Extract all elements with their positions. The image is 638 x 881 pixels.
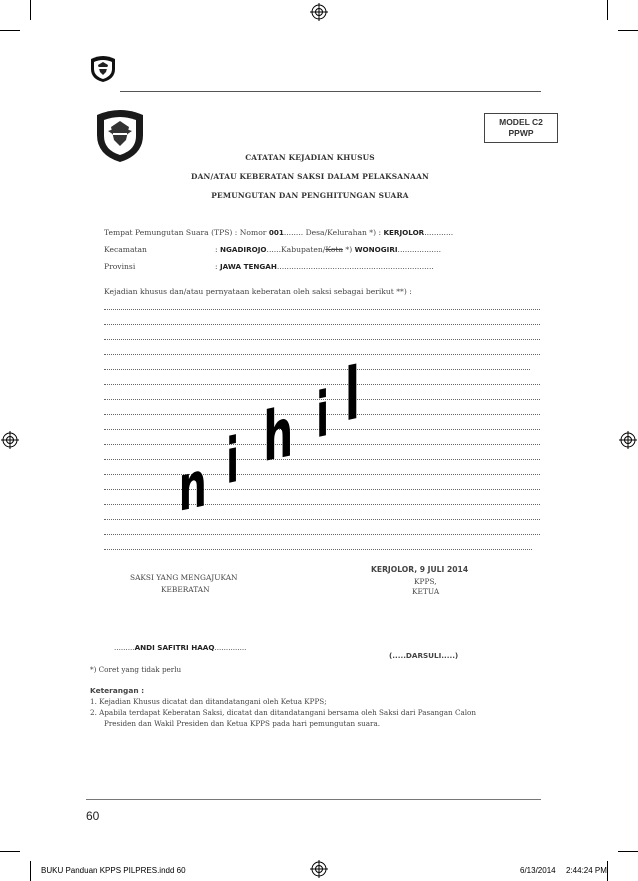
kpu-emblem-icon xyxy=(94,105,146,163)
signature-left-title: SAKSI YANG MENGAJUKAN xyxy=(130,573,238,582)
handwritten-letter: l xyxy=(344,350,360,438)
form-title-line2: DAN/ATAU KEBERATAN SAKSI DALAM PELAKSANAAN xyxy=(190,172,430,181)
kpps-label: KPPS, xyxy=(414,577,437,586)
tps-label: Tempat Pemungutan Suara (TPS) : Nomor xyxy=(104,228,269,237)
handwritten-letter: i xyxy=(316,376,330,453)
writing-line xyxy=(104,519,540,521)
kpu-emblem-icon xyxy=(89,53,117,83)
page-number: 60 xyxy=(86,809,100,823)
provinsi-field xyxy=(215,262,434,271)
kecamatan-label: Kecamatan xyxy=(104,245,147,254)
crop-mark xyxy=(0,30,20,31)
handwritten-letter: h xyxy=(263,392,294,479)
writing-line xyxy=(104,354,540,356)
statement-label: Kejadian khusus dan/atau pernyataan keberatan oleh saksi sebagai berikut **) : xyxy=(104,287,412,296)
print-file-name: BUKU Panduan KPPS PILPRES.indd 60 xyxy=(41,866,186,875)
kabupaten-dots: .................. xyxy=(397,245,441,254)
place-date: KERJOLOR, 9 JULI 2014 xyxy=(371,565,469,574)
writing-line xyxy=(104,369,530,371)
crop-mark xyxy=(30,0,31,20)
name-dots: .............. xyxy=(214,643,247,652)
footer-rule xyxy=(86,799,541,800)
registration-mark-icon xyxy=(310,860,328,878)
strike-note: *) Coret yang tidak perlu xyxy=(90,665,182,674)
crop-mark xyxy=(618,851,638,852)
writing-line xyxy=(104,339,540,341)
crop-mark xyxy=(0,851,20,852)
form-title: CATATAN KEJADIAN KHUSUS xyxy=(245,153,375,162)
provinsi-label: Provinsi xyxy=(104,262,136,271)
signature-left-subtitle: KEBERATAN xyxy=(161,585,210,594)
note-item-continued: Presiden dan Wakil Presiden dan Ketua KPPS pada hari pemungutan suara. xyxy=(104,719,381,728)
writing-line xyxy=(104,324,540,326)
print-time: 2:44:24 PM xyxy=(566,866,607,875)
provinsi-value: JAWA TENGAH xyxy=(219,262,277,271)
kabupaten-suffix: *) xyxy=(342,245,355,254)
tps-dots: ........ Desa/Kelurahan *) : xyxy=(283,228,384,237)
provinsi-dots: ................................................................. xyxy=(276,262,434,271)
writing-line xyxy=(104,549,532,551)
writing-line xyxy=(104,309,540,311)
header-rule xyxy=(120,91,541,92)
writing-line xyxy=(104,534,540,536)
registration-mark-icon xyxy=(619,431,637,449)
handwritten-letter: i xyxy=(226,422,240,499)
kabupaten-value: WONOGIRI xyxy=(354,245,398,254)
kecamatan-field xyxy=(215,245,441,254)
desa-value: KERJOLOR xyxy=(383,228,425,237)
writing-line xyxy=(104,489,540,491)
form-title-line3: PEMUNGUTAN DAN PENGHITUNGAN SUARA xyxy=(211,191,409,200)
tps-field xyxy=(104,228,453,237)
note-item: 1. Kejadian Khusus dicatat dan ditandatangani oleh Ketua KPPS; xyxy=(90,697,327,706)
ketua-label: KETUA xyxy=(412,587,440,596)
model-subcode: PPWP xyxy=(508,128,534,138)
crop-mark xyxy=(607,861,608,881)
kecamatan-value: NGADIROJO xyxy=(219,245,267,254)
kabupaten-label: ......Kabupaten/ xyxy=(266,245,326,254)
crop-mark xyxy=(607,0,608,20)
writing-line xyxy=(104,459,540,461)
keterangan-heading: Keterangan : xyxy=(90,686,145,695)
witness-name xyxy=(114,643,246,652)
desa-dots: ............ xyxy=(424,228,454,237)
model-code-box xyxy=(484,113,558,143)
kota-struck: Kota xyxy=(325,245,343,254)
witness-name-value: ANDI SAFITRI HAAQ xyxy=(134,643,215,652)
ketua-name: (.....DARSULI.....) xyxy=(389,651,459,660)
handwritten-letter: n xyxy=(178,446,207,528)
writing-line xyxy=(104,474,540,476)
name-dots: ......... xyxy=(114,643,135,652)
colon: : xyxy=(215,262,220,271)
colon: : xyxy=(215,245,220,254)
crop-mark xyxy=(618,30,638,31)
registration-mark-icon xyxy=(1,431,19,449)
registration-mark-icon xyxy=(310,3,328,21)
print-date: 6/13/2014 xyxy=(520,866,556,875)
note-item: 2. Apabila terdapat Keberatan Saksi, dicatat dan ditandatangani bersama oleh Saksi dari Pasangan Calon xyxy=(90,708,476,717)
model-code: MODEL C2 xyxy=(499,117,543,127)
tps-number: 001 xyxy=(268,228,284,237)
writing-line xyxy=(104,504,540,506)
crop-mark xyxy=(30,861,31,881)
